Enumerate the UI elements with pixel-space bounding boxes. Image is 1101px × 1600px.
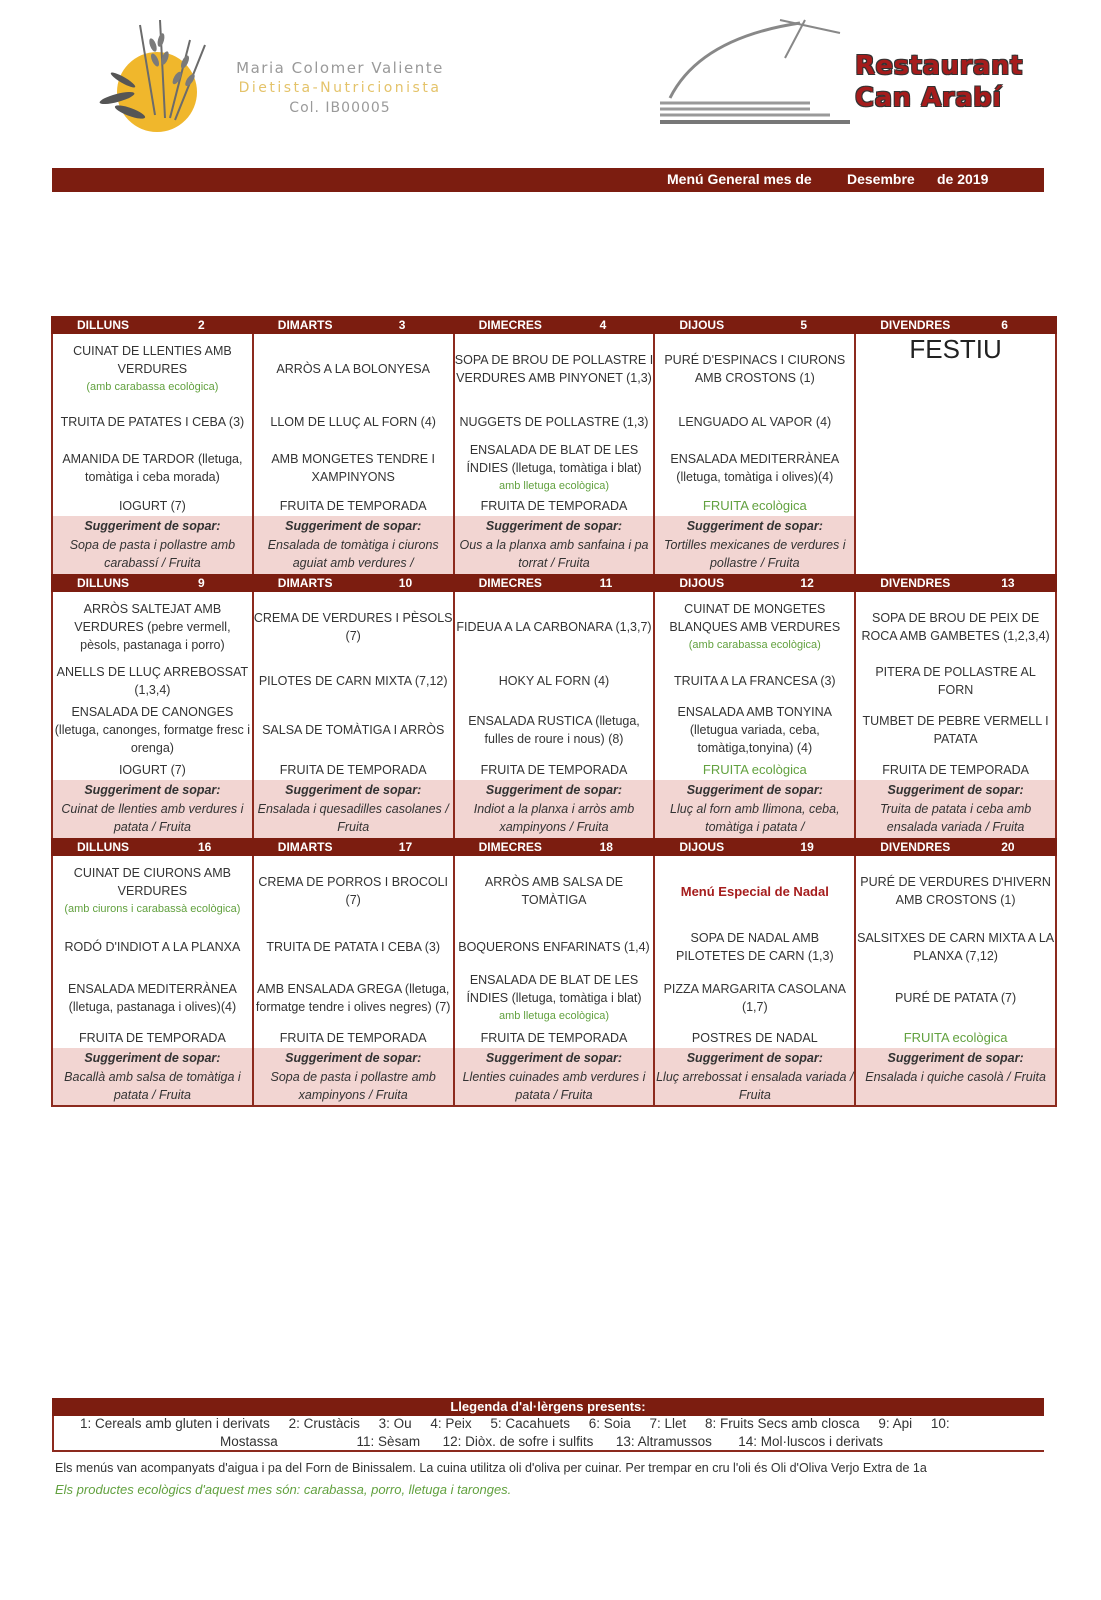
suggestion-text: Cuinat de llenties amb verdures i patata / Fruita bbox=[61, 801, 244, 834]
dish: PIZZA MARGARITA CASOLANA (1,7) bbox=[663, 982, 847, 1014]
week-3-salad bbox=[52, 968, 1056, 1028]
suggestion-title: Suggeriment de sopar: bbox=[485, 1051, 623, 1065]
day-number: 6 bbox=[1001, 318, 1008, 332]
menu-header-year: de 2019 bbox=[937, 171, 989, 187]
second-course: BOQUERONS ENFARINATS (1,4) bbox=[454, 926, 655, 968]
day-header bbox=[454, 574, 655, 592]
day-number: 12 bbox=[800, 576, 814, 590]
suggestion-title: Suggeriment de sopar: bbox=[686, 783, 823, 797]
day-number: 20 bbox=[1001, 840, 1015, 854]
menu-header-bar bbox=[52, 168, 1044, 192]
suggestion-title: Suggeriment de sopar: bbox=[285, 783, 422, 797]
dessert-eco: FRUITA ecològica bbox=[855, 1028, 1056, 1048]
menu-table bbox=[51, 316, 1057, 1107]
week-3-first-course bbox=[52, 856, 1056, 926]
dinner-suggestion bbox=[454, 1048, 655, 1106]
eco-note: (amb ciurons i carabassà ecològica) bbox=[64, 903, 241, 915]
second-course: RODÓ D'INDIOT A LA PLANXA bbox=[52, 926, 253, 968]
day-name: DIVENDRES bbox=[880, 576, 951, 590]
dish: CUINAT DE MONGETES BLANQUES AMB VERDURES bbox=[669, 602, 841, 634]
suggestion-text: Bacallà amb salsa de tomàtiga i patata / Fruita bbox=[64, 1069, 241, 1102]
week-2-dessert bbox=[52, 760, 1056, 780]
second-course: HOKY AL FORN (4) bbox=[454, 662, 655, 700]
second-course: TRUITA A LA FRANCESA (3) bbox=[654, 662, 855, 700]
dish: AMB ENSALADA GREGA (lletuga, formatge tendre i olives negres) (7) bbox=[255, 982, 451, 1014]
day-number: 11 bbox=[599, 576, 613, 590]
dinner-suggestion bbox=[253, 516, 454, 574]
holiday-label: FESTIU bbox=[909, 334, 1002, 364]
dish: ENSALADA AMB TONYINA (lletugua variada, ceba, tomàtiga,tonyina) (4) bbox=[677, 705, 833, 755]
dish: ENSALADA DE CANONGES (lletuga, canonges, formatge fresc i orenga) bbox=[54, 705, 251, 755]
restaurant-name-line2: Can Arabí bbox=[855, 83, 1002, 113]
dessert: POSTRES DE NADAL bbox=[654, 1028, 855, 1048]
week-2-salad bbox=[52, 700, 1056, 760]
day-name: DIJOUS bbox=[679, 318, 725, 332]
dish: CUINAT DE CIURONS AMB VERDURES bbox=[73, 866, 231, 898]
suggestion-text: Tortilles mexicanes de verdures i pollastre / Fruita bbox=[664, 537, 846, 570]
week-3-dinner-suggestions bbox=[52, 1048, 1056, 1106]
dinner-suggestion bbox=[855, 780, 1056, 838]
suggestion-text: Ensalada i quesadilles casolanes / Fruita bbox=[257, 801, 449, 834]
day-number: 18 bbox=[599, 840, 613, 854]
suggestion-text: Sopa de pasta i pollastre amb xampinyons / Fruita bbox=[270, 1069, 436, 1102]
suggestion-title: Suggeriment de sopar: bbox=[84, 519, 221, 533]
dish: AMB MONGETES TENDRE I XAMPINYONS bbox=[271, 452, 436, 484]
dish: ENSALADA DE BLAT DE LES ÍNDIES (lletuga, tomàtiga i blat) bbox=[466, 443, 642, 475]
first-course bbox=[454, 334, 655, 404]
dinner-suggestion bbox=[454, 516, 655, 574]
restaurant-logo-graphic bbox=[660, 18, 860, 133]
dinner-suggestion bbox=[52, 780, 253, 838]
footer-eco-products: Els productes ecològics d'aquest mes són: carabassa, porro, lletuga i taronges. bbox=[55, 1482, 512, 1497]
first-course bbox=[454, 592, 655, 662]
salad bbox=[654, 700, 855, 760]
day-header bbox=[855, 838, 1056, 856]
eco-note: amb lletuga ecològica) bbox=[498, 480, 610, 492]
dinner-suggestion bbox=[855, 1048, 1056, 1106]
salad bbox=[52, 700, 253, 760]
week-3-header bbox=[52, 838, 1056, 856]
day-number: 4 bbox=[599, 318, 607, 332]
dish: TUMBET DE PEBRE VERMELL I PATATA bbox=[862, 714, 1049, 746]
week-1-first-course bbox=[52, 334, 1056, 404]
dish: PURÉ D'ESPINACS I CIURONS AMB CROSTONS (1) bbox=[664, 353, 846, 385]
day-header bbox=[52, 316, 253, 334]
allergen-legend-line1: 1: Cereals amb gluten i derivats 2: Crustàcis 3: Ou 4: Peix 5: Cacahuets 6: Soia 7: Llet 8: Fruits Secs amb closca 9: Api 10: bbox=[80, 1416, 950, 1431]
day-number: 16 bbox=[198, 840, 212, 854]
dinner-suggestion bbox=[654, 1048, 855, 1106]
dish: ARRÒS SALTEJAT AMB VERDURES (pebre vermell, pèsols, pastanaga i porro) bbox=[74, 602, 231, 652]
day-name: DILLUNS bbox=[77, 576, 129, 590]
dessert-eco: FRUITA ecològica bbox=[654, 760, 855, 780]
salad bbox=[253, 968, 454, 1028]
day-header bbox=[253, 838, 454, 856]
week-2-dinner-suggestions bbox=[52, 780, 1056, 838]
dish: PURÉ DE VERDURES D'HIVERN AMB CROSTONS (1) bbox=[860, 875, 1051, 907]
dish: ENSALADA MEDITERRÀNEA (lletuga, tomàtiga i olives)(4) bbox=[670, 452, 840, 484]
dish: ENSALADA RUSTICA (lletuga, fulles de roure i nous) (8) bbox=[468, 714, 640, 746]
dish: ENSALADA MEDITERRÀNEA (lletuga, pastanaga i olives)(4) bbox=[68, 982, 237, 1014]
nutritionist-col: Col. IB00005 bbox=[289, 100, 391, 116]
dish: PURÉ DE PATATA (7) bbox=[895, 991, 1017, 1005]
salad bbox=[253, 440, 454, 496]
dessert: FRUITA DE TEMPORADA bbox=[855, 760, 1056, 780]
suggestion-text: Lluç al forn amb llimona, ceba, tomàtiga i patata / bbox=[670, 801, 840, 834]
day-name: DIVENDRES bbox=[880, 840, 951, 854]
day-number: 3 bbox=[398, 318, 406, 332]
second-course: LLOM DE LLUÇ AL FORN (4) bbox=[253, 404, 454, 440]
suggestion-title: Suggeriment de sopar: bbox=[285, 519, 422, 533]
second-course: LENGUADO AL VAPOR (4) bbox=[654, 404, 855, 440]
footer-note: Els menús van acompanyats d'aigua i pa del Forn de Binissalem. La cuina utilitza oli d'oliva per cuinar. Per trempar en cru l'oli és Oli d'Oliva Verjo Extra de 1a bbox=[55, 1461, 927, 1475]
dessert-eco: FRUITA ecològica bbox=[654, 496, 855, 516]
day-number: 2 bbox=[198, 318, 205, 332]
salad bbox=[52, 968, 253, 1028]
day-header bbox=[454, 838, 655, 856]
dessert: FRUITA DE TEMPORADA bbox=[454, 760, 655, 780]
suggestion-title: Suggeriment de sopar: bbox=[887, 1051, 1024, 1065]
dish: CUINAT DE LLENTIES AMB VERDURES bbox=[73, 344, 232, 376]
suggestion-text: Truita de patata i ceba amb ensalada variada / Fruita bbox=[879, 801, 1032, 834]
allergen-legend-title: Llegenda d'al·lèrgens presents: bbox=[52, 1398, 1044, 1416]
suggestion-title: Suggeriment de sopar: bbox=[485, 519, 623, 533]
week-2-second-course bbox=[52, 662, 1056, 700]
suggestion-title: Suggeriment de sopar: bbox=[84, 783, 221, 797]
first-course bbox=[253, 856, 454, 926]
second-course: PITERA DE POLLASTRE AL FORN bbox=[855, 662, 1056, 700]
day-name: DILLUNS bbox=[77, 318, 129, 332]
dinner-suggestion bbox=[654, 516, 855, 574]
day-header bbox=[454, 316, 655, 334]
first-course bbox=[855, 856, 1056, 926]
salad bbox=[253, 700, 454, 760]
day-name: DILLUNS bbox=[77, 840, 129, 854]
suggestion-text: Llenties cuinades amb verdures i patata / Fruita bbox=[462, 1069, 646, 1102]
suggestion-title: Suggeriment de sopar: bbox=[686, 1051, 823, 1065]
salad bbox=[454, 968, 655, 1028]
second-course: SALSITXES DE CARN MIXTA A LA PLANXA (7,12) bbox=[855, 926, 1056, 968]
day-header bbox=[654, 574, 855, 592]
suggestion-text: Sopa de pasta i pollastre amb carabassí / Fruita bbox=[69, 537, 236, 570]
dish: AMANIDA DE TARDOR (lletuga, tomàtiga i ceba morada) bbox=[62, 452, 243, 484]
second-course: SOPA DE NADAL AMB PILOTETES DE CARN (1,3) bbox=[654, 926, 855, 968]
day-number: 5 bbox=[800, 318, 808, 332]
dish: SOPA DE BROU DE PEIX DE ROCA AMB GAMBETES (1,2,3,4) bbox=[861, 611, 1050, 643]
salad bbox=[52, 440, 253, 496]
suggestion-title: Suggeriment de sopar: bbox=[485, 783, 623, 797]
dinner-suggestion bbox=[253, 780, 454, 838]
nutritionist-role: Dietista-Nutricionista bbox=[238, 80, 442, 96]
day-name: DIJOUS bbox=[679, 576, 725, 590]
dinner-suggestion bbox=[253, 1048, 454, 1106]
salad bbox=[454, 700, 655, 760]
week-2-header bbox=[52, 574, 1056, 592]
eco-note: (amb carabassa ecològica) bbox=[86, 381, 219, 393]
suggestion-title: Suggeriment de sopar: bbox=[285, 1051, 422, 1065]
day-name: DIMECRES bbox=[478, 840, 542, 854]
day-header bbox=[654, 316, 855, 334]
day-header bbox=[253, 574, 454, 592]
first-course bbox=[253, 334, 454, 404]
week-3-dessert bbox=[52, 1028, 1056, 1048]
day-name: DIJOUS bbox=[679, 840, 725, 854]
wheat-olive-logo bbox=[95, 20, 225, 135]
dish: ARRÒS A LA BOLONYESA bbox=[276, 362, 430, 376]
second-course: TRUITA DE PATATA I CEBA (3) bbox=[253, 926, 454, 968]
dish: ENSALADA DE BLAT DE LES ÍNDIES (lletuga, tomàtiga i blat) bbox=[466, 973, 642, 1005]
day-name: DIMECRES bbox=[478, 576, 542, 590]
salad bbox=[654, 440, 855, 496]
day-number: 10 bbox=[398, 576, 413, 590]
second-course: NUGGETS DE POLLASTRE (1,3) bbox=[454, 404, 655, 440]
day-header bbox=[253, 316, 454, 334]
suggestion-text: Lluç arrebossat i ensalada variada / Fruita bbox=[656, 1069, 854, 1102]
dessert: FRUITA DE TEMPORADA bbox=[454, 496, 655, 516]
second-course: ANELLS DE LLUÇ ARREBOSSAT (1,3,4) bbox=[52, 662, 253, 700]
first-course bbox=[454, 856, 655, 926]
second-course: TRUITA DE PATATES I CEBA (3) bbox=[52, 404, 253, 440]
suggestion-title: Suggeriment de sopar: bbox=[84, 1051, 221, 1065]
dessert: FRUITA DE TEMPORADA bbox=[454, 1028, 655, 1048]
dinner-suggestion bbox=[52, 1048, 253, 1106]
eco-note: (amb carabassa ecològica) bbox=[688, 639, 821, 651]
day-name: DIMARTS bbox=[277, 840, 333, 854]
dish: SOPA DE BROU DE POLLASTRE I VERDURES AMB PINYONET (1,3) bbox=[454, 353, 654, 385]
day-header bbox=[654, 838, 855, 856]
day-header bbox=[855, 574, 1056, 592]
day-name: DIMARTS bbox=[277, 576, 333, 590]
day-number: 19 bbox=[800, 840, 814, 854]
suggestion-title: Suggeriment de sopar: bbox=[887, 783, 1024, 797]
week-1-header bbox=[52, 316, 1056, 334]
salad bbox=[855, 700, 1056, 760]
dessert: IOGURT (7) bbox=[52, 496, 253, 516]
day-name: DIMARTS bbox=[277, 318, 333, 332]
day-header bbox=[52, 838, 253, 856]
dinner-suggestion bbox=[654, 780, 855, 838]
day-number: 17 bbox=[398, 840, 413, 854]
day-number: 9 bbox=[198, 576, 205, 590]
dinner-suggestion bbox=[454, 780, 655, 838]
dinner-suggestion bbox=[52, 516, 253, 574]
dish: FIDEUA A LA CARBONARA (1,3,7) bbox=[456, 620, 652, 634]
dish: CREMA DE VERDURES I PÈSOLS (7) bbox=[253, 611, 453, 643]
special-christmas-menu: Menú Especial de Nadal bbox=[654, 856, 855, 926]
restaurant-name-line1: Restaurant bbox=[855, 51, 1023, 81]
dessert: IOGURT (7) bbox=[52, 760, 253, 780]
week-3-second-course bbox=[52, 926, 1056, 968]
holiday-cell bbox=[855, 334, 1056, 574]
dessert: FRUITA DE TEMPORADA bbox=[253, 760, 454, 780]
suggestion-text: Ous a la planxa amb sanfaina i pa torrat / Fruita bbox=[459, 537, 649, 570]
salad bbox=[855, 968, 1056, 1028]
day-name: DIMECRES bbox=[478, 318, 542, 332]
first-course bbox=[253, 592, 454, 662]
suggestion-title: Suggeriment de sopar: bbox=[686, 519, 823, 533]
dish: CREMA DE PORROS I BROCOLI (7) bbox=[258, 875, 448, 907]
dessert: FRUITA DE TEMPORADA bbox=[253, 496, 454, 516]
day-number: 13 bbox=[1001, 576, 1015, 590]
suggestion-text: Ensalada de tomàtiga i ciurons aguiat amb verdures / bbox=[267, 537, 439, 570]
dish: ARRÒS AMB SALSA DE TOMÀTIGA bbox=[484, 875, 624, 907]
eco-note: amb lletuga ecològica) bbox=[498, 1010, 610, 1022]
restaurant-name bbox=[855, 50, 1025, 114]
salad bbox=[454, 440, 655, 496]
dessert: FRUITA DE TEMPORADA bbox=[52, 1028, 253, 1048]
menu-header-month: Desembre bbox=[847, 171, 915, 187]
first-course bbox=[654, 334, 855, 404]
first-course bbox=[855, 592, 1056, 662]
first-course bbox=[654, 592, 855, 662]
day-header bbox=[52, 574, 253, 592]
nutritionist-name: Maria Colomer Valiente bbox=[236, 59, 444, 77]
second-course: PILOTES DE CARN MIXTA (7,12) bbox=[253, 662, 454, 700]
suggestion-text: Ensalada i quiche casolà / Fruita bbox=[865, 1069, 1046, 1084]
allergen-legend-line2: Mostassa 11: Sèsam 12: Diòx. de sofre i sulfits 13: Altramussos 14: Mol·luscos i derivats bbox=[220, 1434, 883, 1449]
suggestion-text: Indiot a la planxa i arròs amb xampinyons / Fruita bbox=[473, 801, 635, 834]
first-course bbox=[52, 334, 253, 404]
first-course bbox=[52, 592, 253, 662]
dish: SALSA DE TOMÀTIGA I ARRÒS bbox=[262, 723, 445, 737]
first-course bbox=[52, 856, 253, 926]
nutritionist-block bbox=[225, 58, 455, 118]
day-name: DIVENDRES bbox=[880, 318, 951, 332]
day-header bbox=[855, 316, 1056, 334]
dessert: FRUITA DE TEMPORADA bbox=[253, 1028, 454, 1048]
week-2-first-course bbox=[52, 592, 1056, 662]
salad bbox=[654, 968, 855, 1028]
menu-header-label: Menú General mes de bbox=[667, 171, 812, 187]
